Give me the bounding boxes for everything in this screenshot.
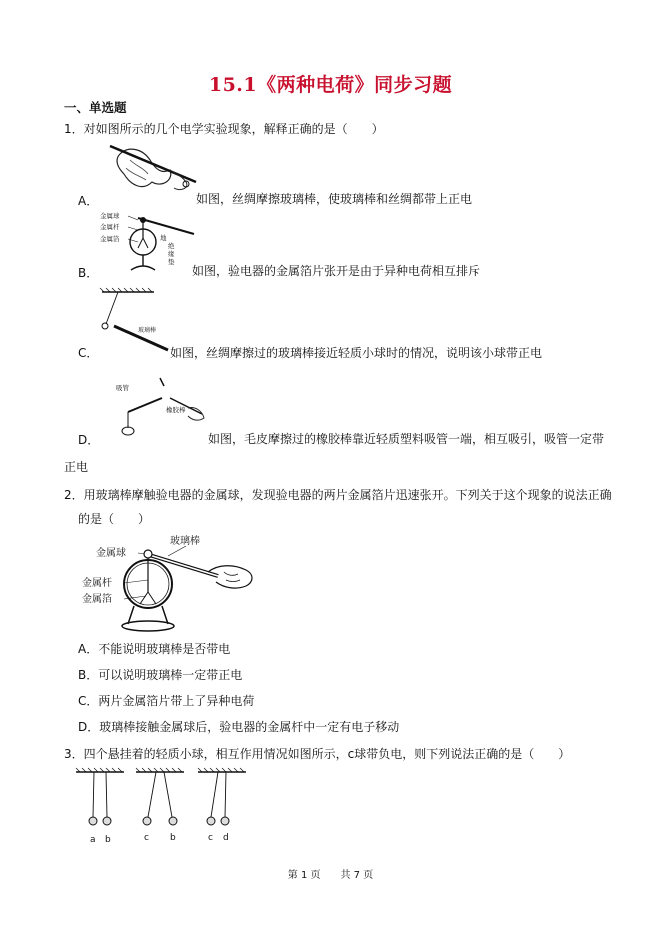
ball-label-b: b xyxy=(105,835,111,845)
q2-option-b: B．可以说明玻璃棒一定带正电 xyxy=(78,668,243,682)
label-metal-ball: 金属球 xyxy=(96,548,126,559)
label-metal-ball: 金属球 xyxy=(100,212,120,220)
q2-option-d: D．玻璃棒接触金属球后，验电器的金属杆中一定有电子移动 xyxy=(78,720,400,734)
label-straw: 吸管 xyxy=(116,384,129,392)
label-glass-rod: 玻璃棒 xyxy=(138,327,157,334)
q1-option-b-text: 如图，验电器的金属箔片张开是由于异种电荷相互排斥 xyxy=(192,264,481,278)
q1-option-a-letter: A． xyxy=(78,194,99,208)
label-rubber-rod: 橡胶棒 xyxy=(166,406,186,414)
q1-option-d-letter: D． xyxy=(78,433,100,447)
ball-label-c: c xyxy=(144,833,149,843)
q1-figure-d xyxy=(98,370,208,440)
page-footer: 第 1 页 共 7 页 xyxy=(287,870,374,881)
ball-pair-cd xyxy=(198,768,246,843)
q2-option-a: A．不能说明玻璃棒是否带电 xyxy=(78,642,231,656)
q2-option-c: C．两片金属箔片带上了异种电荷 xyxy=(78,694,255,708)
label-insulator-4: 垫 xyxy=(168,258,175,266)
q1-option-b-letter: B． xyxy=(78,266,99,280)
label-glass-rod: 玻璃棒 xyxy=(170,536,200,547)
ball-label-a: a xyxy=(90,835,96,845)
label-metal-rod: 金属杆 xyxy=(82,578,112,589)
ball-pair-cb xyxy=(136,768,184,843)
section-heading: 一、单选题 xyxy=(64,100,127,115)
q3-stem: 3．四个悬挂着的轻质小球，相互作用情况如图所示，c球带负电，则下列说法正确的是（ ） xyxy=(64,747,571,761)
q1-stem: 1．对如图所示的几个电学实验现象，解释正确的是（ ） xyxy=(64,122,384,136)
q1-option-d-text-cont: 正电 xyxy=(64,460,89,474)
q1-option-c-text: 如图，丝绸摩擦过的玻璃棒接近轻质小球时的情况，说明该小球带正电 xyxy=(170,346,543,360)
label-metal-foil: 金属箔 xyxy=(100,235,120,243)
q2-stem: 2．用玻璃棒摩触验电器的金属球，发现验电器的两片金属箔片迅速张开。下列关于这个现象的说法正确 xyxy=(64,488,612,502)
q1-option-d-text: 如图，毛皮摩擦过的橡胶棒靠近轻质塑料吸管一端，相互吸引，吸管一定带 xyxy=(208,432,605,446)
label-insulator-2: 绝 xyxy=(168,242,175,250)
label-insulator-1: 地 xyxy=(160,234,167,242)
ball-label-d: d xyxy=(223,833,229,843)
label-metal-rod: 金属杆 xyxy=(100,223,120,231)
q1-option-c-letter: C． xyxy=(78,346,99,360)
q1-option-a-text: 如图，丝绸摩擦玻璃棒，使玻璃棒和丝绸都带上正电 xyxy=(196,192,473,206)
q3-figure-suspended-balls xyxy=(74,768,254,848)
q2-stem-cont: 的是（ ） xyxy=(78,512,151,526)
ball-pair-ab xyxy=(76,768,124,845)
q1-figure-b xyxy=(98,210,198,276)
document-title: 15.1《两种电荷》同步习题 xyxy=(208,74,453,96)
label-insulator-3: 缘 xyxy=(168,250,175,258)
q1-figure-a xyxy=(100,140,200,200)
ball-label-b2: b xyxy=(170,833,176,843)
ball-label-c2: c xyxy=(208,833,213,843)
q2-figure-electroscope xyxy=(78,534,258,634)
q1-figure-c xyxy=(98,288,178,358)
label-metal-foil: 金属箔 xyxy=(82,594,112,605)
